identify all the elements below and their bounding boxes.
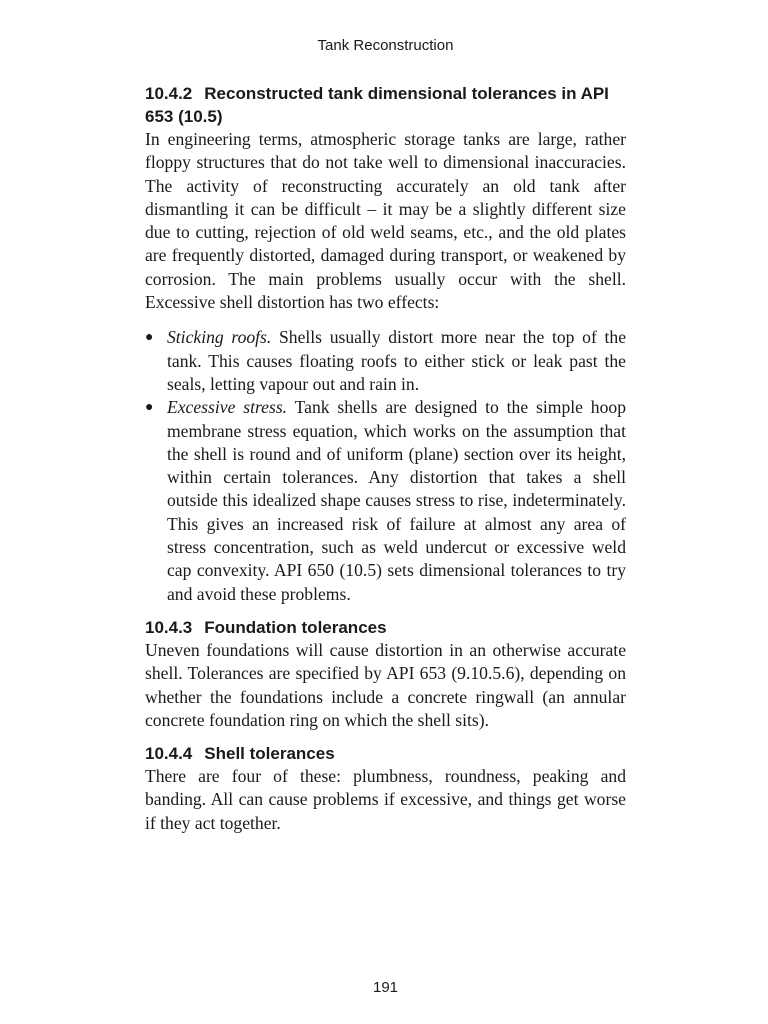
section-number: 10.4.2 (145, 84, 193, 103)
section-title: Reconstructed tank dimensional tolerances in API 653 (10.5) (145, 84, 609, 126)
list-item (145, 396, 626, 606)
section-body-paragraph: There are four of these: plumbness, roundness, peaking and banding. All can cause problems if excessive, and things get worse if they act together. (145, 766, 626, 833)
page-content (145, 82, 626, 835)
section-intro-paragraph: In engineering terms, atmospheric storage tanks are large, rather floppy structures that do not take well to dimensional inaccuracies. The activity of reconstructing accurately an old tank after dismantling it can be difficult – it may be a slightly different size due to cutting, rejection of old weld seams, etc., and the old plates are frequently distorted, damaged during transport, or weakened by corrosion. The main problems usually occur with the shell. Excessive shell distortion has two effects: (145, 129, 626, 313)
list-item-text: Tank shells are designed to the simple hoop membrane stress equation, which works on the assumption that the shell is round and of uniform (plane) section over its height, within certain tolerances. Any distortion that takes a shell outside this idealized shape causes stress to rise, indeterminately. This gives an increased risk of failure at almost any area of stress concentration, such as weld undercut or excessive weld cap convexity. API 650 (10.5) sets dimensional tolerances to try and avoid these problems. (167, 397, 626, 604)
section-heading-10-4-3 (145, 616, 626, 639)
running-head: Tank Reconstruction (317, 37, 454, 54)
section-number: 10.4.4 (145, 744, 193, 764)
list-item-text: Shells usually distort more near the top of the tank. This causes floating roofs to either stick or leak past the seals, letting vapour out and rain in. (167, 327, 627, 394)
section-heading-10-4-4 (145, 742, 626, 765)
effects-list (145, 326, 626, 606)
section-title: Foundation tolerances (204, 617, 387, 637)
bullet-icon: ● (145, 400, 154, 416)
list-item-term: Excessive stress. (167, 397, 288, 418)
page-number: 191 (372, 979, 399, 996)
section-heading-10-4-2 (145, 82, 626, 128)
section-number: 10.4.3 (145, 617, 193, 637)
list-item-term: Sticking roofs. (167, 327, 272, 348)
book-page (145, 0, 626, 1024)
section-body-paragraph: Uneven foundations will cause distortion in an otherwise accurate shell. Tolerances are specified by API 653 (9.10.5.6), depending on whether the foundations include a concrete ringwall (an annular concrete foundation ring on which the shell sits). (145, 639, 626, 730)
section-title: Shell tolerances (204, 744, 335, 764)
bullet-icon: ● (145, 330, 154, 346)
list-item (145, 326, 626, 396)
